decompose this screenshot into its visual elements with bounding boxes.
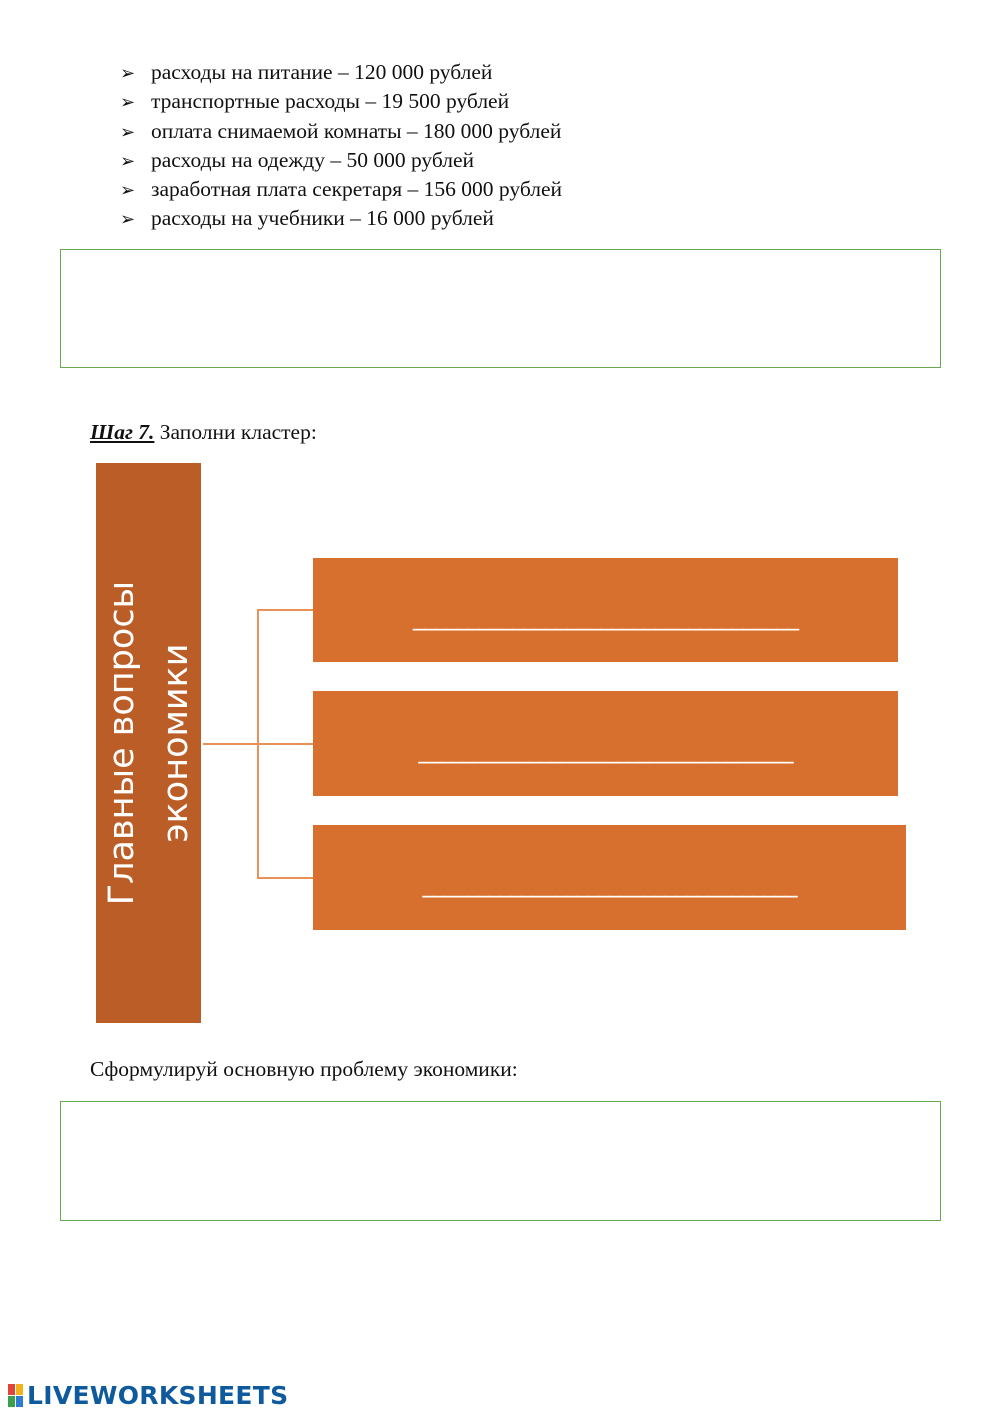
expense-item [120, 87, 562, 116]
step-label: Шаг 7. [90, 420, 155, 444]
connector-line [257, 743, 313, 745]
connector-line [203, 743, 257, 745]
expense-item [120, 146, 562, 175]
cluster-answer-blank[interactable]: __________________________________ [418, 736, 793, 764]
answer-box-expenses[interactable] [60, 249, 941, 368]
arrow-bullet-icon: ➢ [120, 63, 136, 84]
cluster-answer-box[interactable] [313, 558, 898, 662]
expense-item [120, 204, 562, 233]
liveworksheets-logo [8, 1381, 288, 1410]
cluster-main-label [95, 581, 203, 905]
cluster-answer-blank[interactable]: __________________________________ [422, 870, 797, 898]
arrow-bullet-icon: ➢ [120, 209, 136, 231]
expense-item [120, 58, 562, 87]
step-text: Заполни кластер: [159, 420, 317, 444]
arrow-bullet-icon: ➢ [120, 180, 136, 202]
cluster-answer-blank[interactable]: ___________________________________ [413, 603, 798, 631]
cluster-main-line-2: экономики [155, 643, 196, 843]
expense-list [120, 58, 562, 234]
arrow-bullet-icon: ➢ [120, 92, 136, 114]
answer-box-problem[interactable] [60, 1101, 941, 1221]
expense-text: транспортные расходы – 19 500 рублей [151, 89, 510, 114]
arrow-bullet-icon: ➢ [120, 150, 136, 172]
cluster-answer-box[interactable] [313, 691, 898, 796]
expense-text: расходы на одежду – 50 000 рублей [151, 147, 475, 172]
arrow-bullet-icon: ➢ [120, 121, 136, 143]
problem-instruction: Сформулируй основную проблему экономики: [90, 1057, 518, 1081]
connector-line [257, 609, 313, 611]
cluster-answer-box[interactable] [313, 825, 906, 930]
expense-text: заработная плата секретаря – 156 000 рублей [151, 177, 563, 202]
expense-item [120, 117, 562, 146]
cluster-main-box [96, 463, 201, 1023]
cluster-main-line-1: Главные вопросы [101, 580, 142, 906]
expense-text: расходы на питание – 120 000 рублей [151, 60, 493, 84]
step-7-heading [90, 420, 317, 445]
expense-text: расходы на учебники – 16 000 рублей [151, 206, 494, 231]
expense-item [120, 175, 562, 204]
connector-line [257, 877, 313, 879]
expense-text: оплата снимаемой комнаты – 180 000 рублей [151, 118, 562, 143]
liveworksheets-blocks-icon [8, 1384, 23, 1407]
logo-text: LIVEWORKSHEETS [27, 1381, 289, 1410]
